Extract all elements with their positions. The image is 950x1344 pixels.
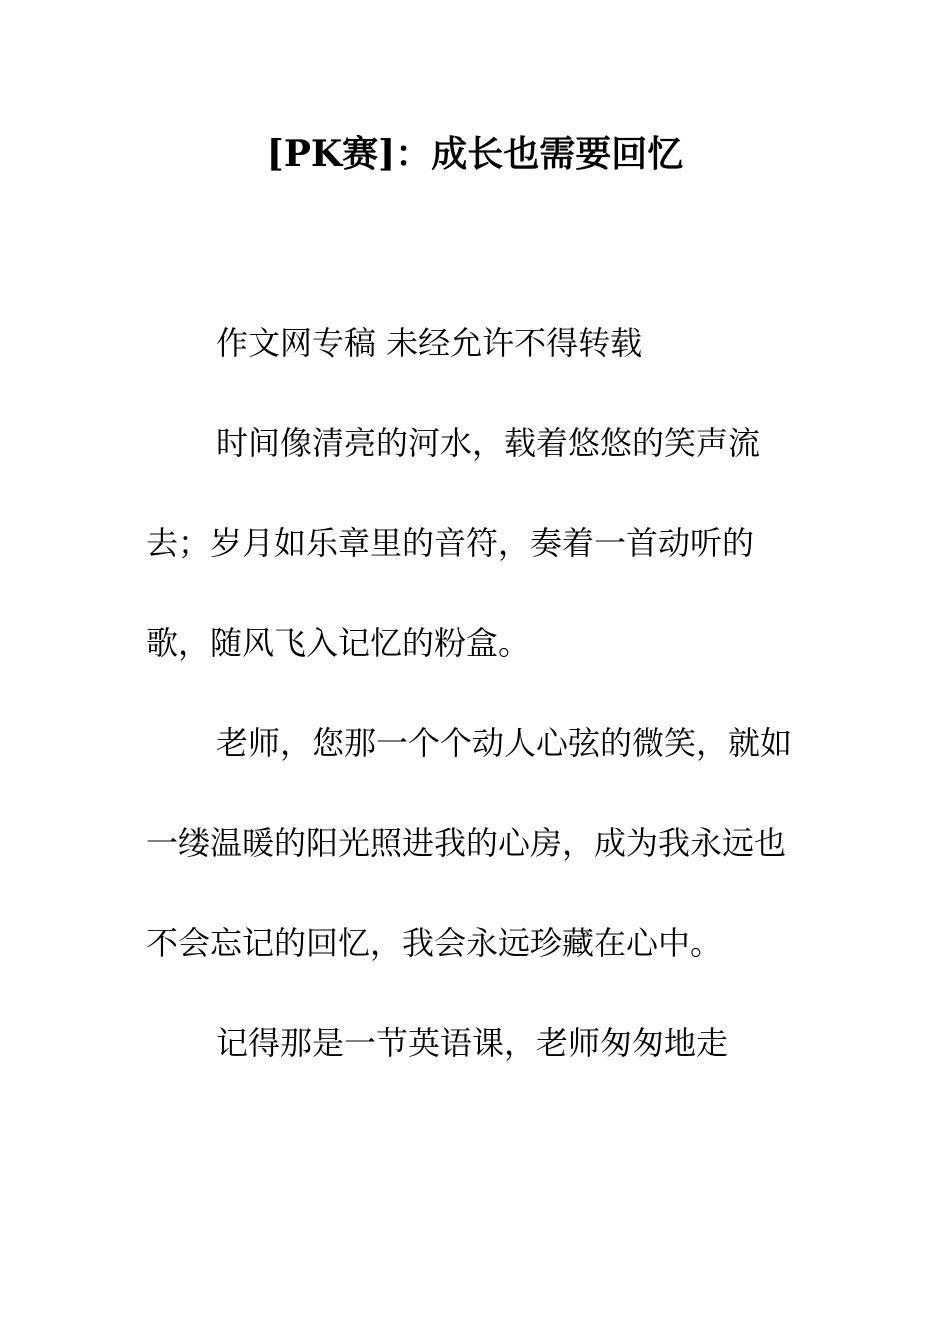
document-body: [146, 293, 806, 1093]
document-title: [PK赛]：成长也需要回忆: [266, 133, 684, 175]
paragraph-teacher-smile: 老师，您那一个个动人心弦的微笑，就如一缕温暖的阳光照进我的心房，成为我永远也不会忘记的回忆，我会永远珍藏在心中。: [146, 724, 793, 962]
paragraph-english-class: 记得那是一节英语课，老师匆匆地走: [216, 1024, 729, 1062]
paragraph-copyright-note: 作文网专稿 未经允许不得转载: [216, 324, 643, 362]
paragraph-time-river: 时间像清亮的河水，载着悠悠的笑声流去；岁月如乐章里的音符，奏着一首动听的歌，随风飞入记忆的粉盒。: [146, 424, 761, 662]
